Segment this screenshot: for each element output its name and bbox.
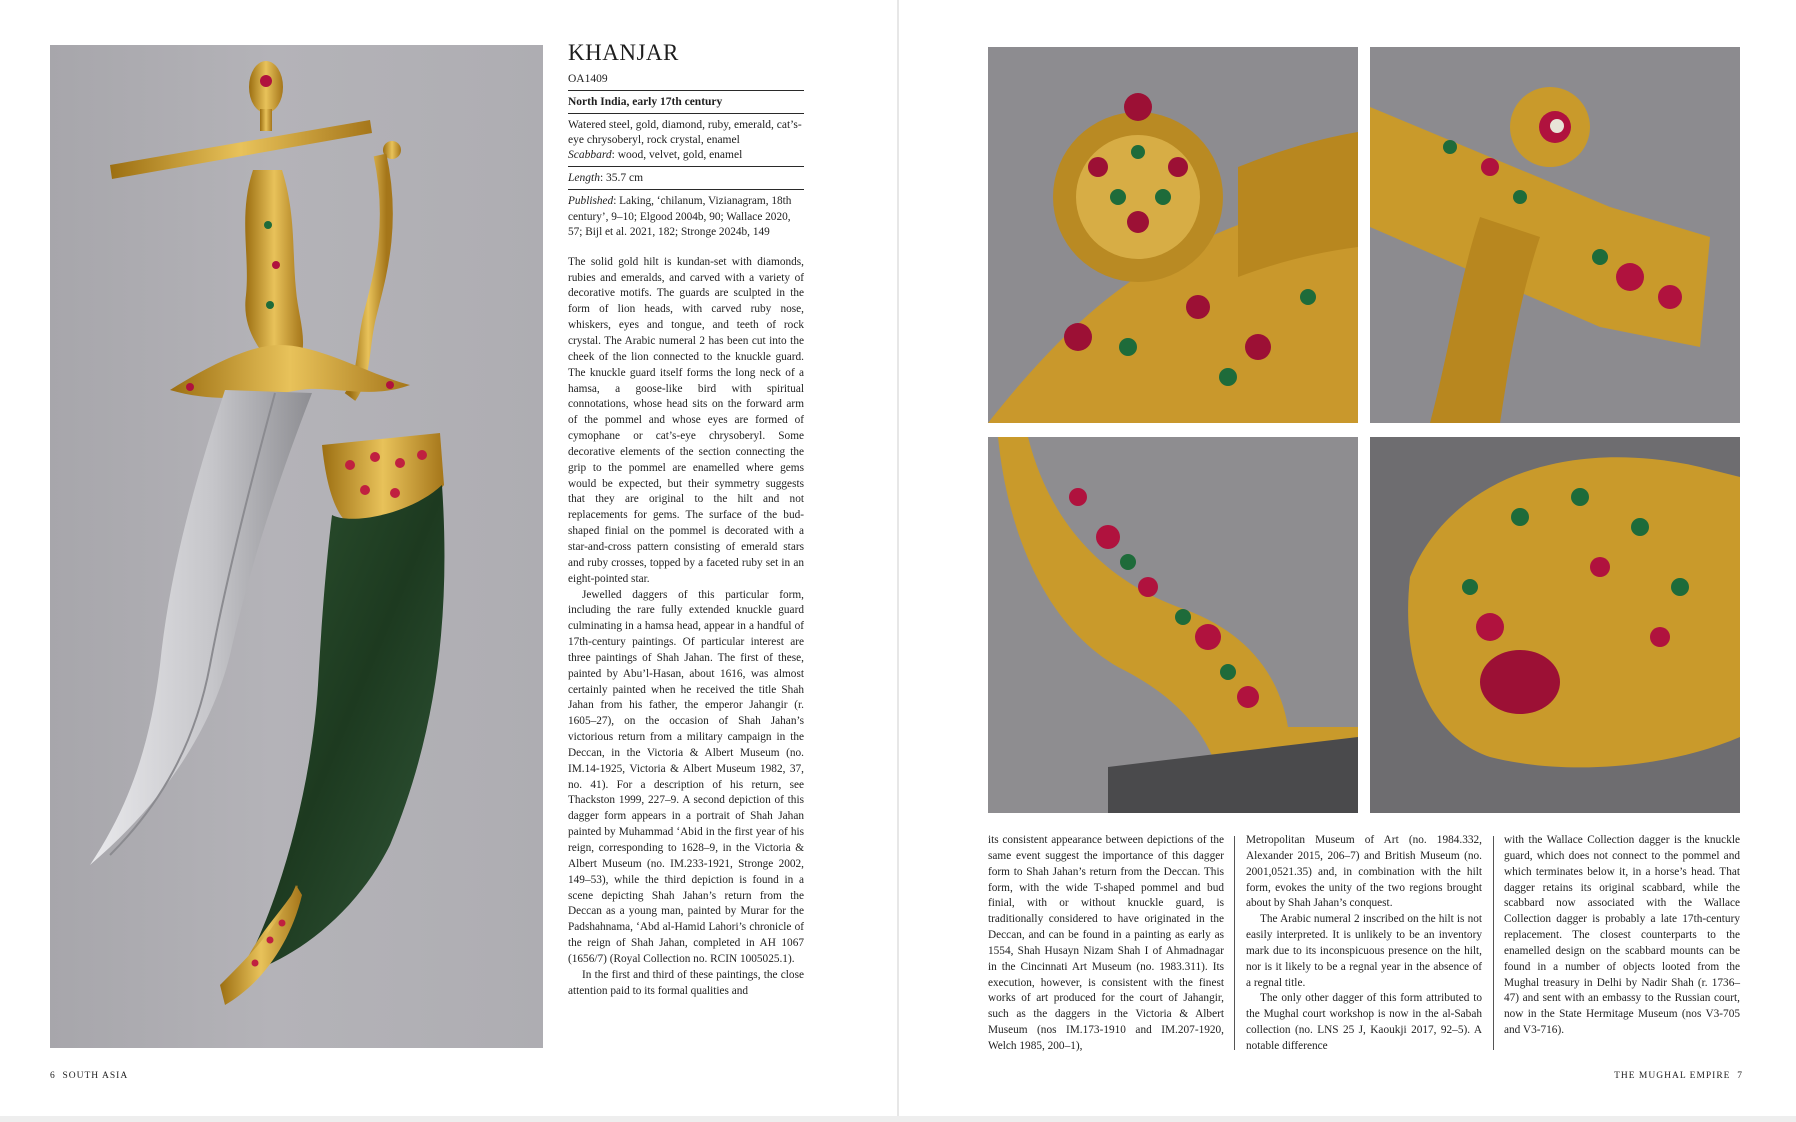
detail-photo-hamsa-head (1370, 47, 1740, 423)
body-paragraph: The only other dagger of this form attributed to the Mughal court workshop is now in the al-Sabah collection (no. LNS 25 J, Kaoukji 2017, 92–5). A notable difference (1246, 992, 1482, 1052)
body-paragraph: The solid gold hilt is kundan-set with diamonds, rubies and emeralds, and carved with a variety of decorative motifs. The guards are sculpted in the form of lion heads, with carved ruby nose, whiskers, eyes and tongue, and teeth of rock crystal. The Arabic numeral 2 has been cut into the cheek of the lion connected to the knuckle guard. The knuckle guard itself forms the long neck of a hamsa, a goose-like bird with spiritual connotations, whose head sits on the forward arm of the pommel and whose eyes are formed of cymophane or cat’s-eye chrysoberyl. Some decorative elements of the section connecting the grip to the pommel are enamelled where gems would be expected, but their symmetry suggests that they are original to the hilt and not replacements for gems. The surface of the bud-shaped finial on the pommel is decorated with a star-and-cross pattern consisting of emerald stars and ruby crosses, topped by a faceted ruby set in an eight-pointed star. (568, 255, 804, 585)
right-column-1 (988, 833, 1224, 1055)
right-column-2 (1246, 833, 1482, 1055)
materials (568, 118, 804, 163)
column-divider (1234, 836, 1235, 1050)
divider (568, 113, 804, 114)
hamsa-detail-illustration (1370, 47, 1740, 423)
body-paragraph: with the Wallace Collection dagger is the knuckle guard, which does not connect to the pommel and which terminates below it, in a horse’s head. That dagger retains its original scabbard, while the scabbard now associated with the Wallace Collection dagger is probably a late 17th-century replacement. The closest counterparts to the enamelled design on the scabbard mounts can be found in a number of objects looted from the Mughal treasury in Delhi by Nadir Shah (r. 1736–47) and sent with an embassy to the Russian court, now in the State Hermitage Museum (nos V3-705 and V3-716). (1504, 834, 1740, 1037)
dagger-photo (50, 45, 543, 1048)
finial-detail-illustration (988, 47, 1358, 423)
page-gutter (897, 0, 899, 1122)
divider (568, 189, 804, 190)
body-paragraph: its consistent appearance between depictions of the same event suggest the importance of this dagger form to Shah Jahan’s return from the Deccan. This form, with the wide T-shaped pommel and bud finial, with or without knuckle guard, is traditionally considered to have originated in the Deccan, and can be found in a painting as early as 1554, Shah Husayn Nizam Shah I of Ahmadnagar in the Cincinnati Art Museum (no. 1983.311). Its execution, however, is consistent with the finest works of art produced for the court of Jahangir, such as the daggers in the Victoria & Albert Museum (nos IM.173-1910 and IM.207-1920, Welch 1985, 200–1), (988, 834, 1224, 1052)
entry-title: KHANJAR (568, 40, 679, 65)
scabbard-label: Scabbard (568, 149, 612, 161)
detail-photo-knuckle-guard (988, 437, 1358, 813)
lion-head-detail-illustration (1370, 437, 1740, 813)
page-bottom-edge (0, 1116, 1796, 1122)
body-paragraph: The Arabic numeral 2 inscribed on the hilt is not easily interpreted. It is unlikely to be an inventory mark due to its inconspicuous presence on the hilt, nor is it likely to be a regnal year in the absence of a regnal title. (1246, 913, 1482, 989)
scabbard-materials: : wood, velvet, gold, enamel (611, 149, 743, 161)
published-text: : Laking, ‘chilanum, Vizianagram, 18th century’, 9–10; Elgood 2004b, 90; Wallace 2020, 57; Bijl et al. 2021, 182; Stronge 2024b, 149 (568, 195, 792, 239)
body-paragraph: Jewelled daggers of this particular form, including the rare fully extended knuckle guard culminating in a hamsa head, appear in a handful of 17th-century paintings. Of particular interest are three paintings of Shah Jahan. The first of these, painted by Abu’l-Hasan, about 1616, was almost certainly painted when he received the title Shah Jahan from his father, the emperor Jahangir (r. 1605–27), on the occasion of Shah Jahan’s victorious return from a military campaign in the Deccan, in the Victoria & Albert Museum (no. IM.14-1925, Victoria & Albert Museum 1982, 37, no. 41). For a description of his return, see Thackston 1999, 227–9. A second depiction of this dagger form appears in a portrait of Shah Jahan painted by Muhammad ‘Abid in the first year of his reign, corresponding to 1628–9, in the Victoria & Albert Museum (no. IM.233-1921, Stronge 2002, 149–53), while the third depiction is found in a scene depicting Shah Jahan’s return from the Deccan as a young man, painted by Murar for the Padshahnama, ‘Abd al-Hamid Lahori’s chronicle of the reign of Shah Jahan, completed in AH 1067 (1656/7) (Royal Collection no. RCIN 1005025.1). (568, 588, 804, 965)
materials-text: Watered steel, gold, diamond, ruby, emerald, cat’s-eye chrysoberyl, rock crystal, enamel (568, 119, 802, 146)
knuckle-guard-detail-illustration (988, 437, 1358, 813)
page-number: 7 (1737, 1071, 1743, 1081)
body-paragraph: Metropolitan Museum of Art (no. 1984.332, Alexander 2015, 206–7) and British Museum (no. 2001,0521.35) and, in combination with the hilt form, evokes the unity of the two regions brought about by Shah Jahan’s conquest. (1246, 834, 1482, 910)
origin-date: North India, early 17th century (568, 96, 723, 108)
section-name: SOUTH ASIA (62, 1071, 129, 1081)
section-name: THE MUGHAL EMPIRE (1614, 1071, 1731, 1081)
catalogue-entry (568, 40, 804, 999)
right-column-3 (1504, 833, 1740, 1039)
body-paragraph: In the first and third of these paintings, the close attention paid to its formal qualities and (568, 968, 804, 997)
length-label: Length (568, 172, 600, 184)
length-value: : 35.7 cm (599, 172, 644, 184)
dagger-illustration (50, 45, 543, 1048)
published-references (568, 194, 804, 241)
page-number: 6 (50, 1071, 56, 1081)
published-label: Published (568, 195, 614, 207)
accession-number: OA1409 (568, 73, 608, 85)
detail-photo-lion-head (1370, 437, 1740, 813)
folio-left (50, 1071, 128, 1081)
column-divider (1493, 836, 1494, 1050)
detail-photo-finial (988, 47, 1358, 423)
divider (568, 166, 804, 167)
dimensions (568, 171, 804, 186)
folio-right (1586, 1071, 1743, 1081)
entry-body (568, 255, 804, 1000)
divider (568, 90, 804, 91)
